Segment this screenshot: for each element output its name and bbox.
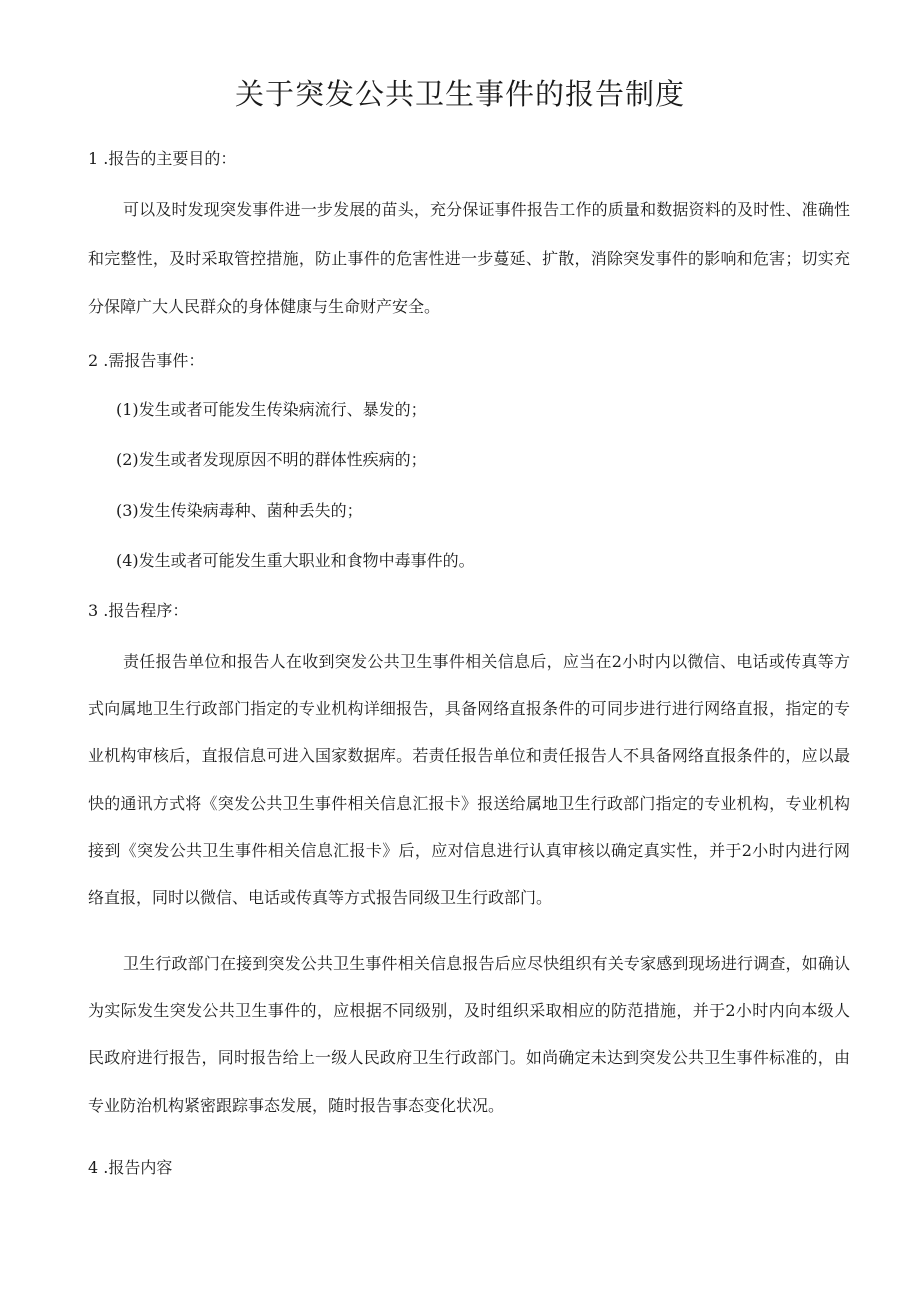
document-title: 关于突发公共卫生事件的报告制度 [234,77,685,111]
list-item: (2)发生或者发现原因不明的群体性疾病的； [116,450,427,469]
list-item: (3)发生传染病毒种、菌种丢失的； [116,501,363,520]
list-item: (4)发生或者可能发生重大职业和食物中毒事件的。 [116,551,475,570]
paragraph-procedure-2: 卫生行政部门在接到突发公共卫生事件相关信息报告后应尽快组织有关专家感到现场进行调查，如确认为实际发生突发公共卫生事件的，应根据不同级别，及时组织采取相应的防范措施，并于2小时内向本级人民政府进行报告，同时报告给上一级人民政府卫生行政部门。如尚确定未达到突发公共卫生事件标准的，由专业防治机构紧密跟踪事态发展，随时报告事态变化状况。 [88,954,850,1115]
section-heading-events: 2 .需报告事件： [88,351,205,370]
paragraph-procedure-1: 责任报告单位和报告人在收到突发公共卫生事件相关信息后，应当在2小时内以微信、电话或传真等方式向属地卫生行政部门指定的专业机构详细报告，具备网络直报条件的可同步进行进行网络直报，指定的专业机构审核后，直报信息可进入国家数据库。若责任报告单位和责任报告人不具备网络直报条件的，应以最快的通讯方式将《突发公共卫生事件相关信息汇报卡》报送给属地卫生行政部门指定的专业机构，专业机构接到《突发公共卫生事件相关信息汇报卡》后，应对信息进行认真审核以确定真实性，并于2小时内进行网络直报，同时以微信、电话或传真等方式报告同级卫生行政部门。 [88,652,850,908]
paragraph-purpose: 可以及时发现突发事件进一步发展的苗头，充分保证事件报告工作的质量和数据资料的及时性、准确性和完整性，及时采取管控措施，防止事件的危害性进一步蔓延、扩散，消除突发事件的影响和危害；切实充分保障广大人民群众的身体健康与生命财产安全。 [88,200,850,316]
section-heading-procedure: 3 .报告程序： [88,601,189,620]
section-heading-purpose: 1 .报告的主要目的： [88,149,237,168]
list-item: (1)发生或者可能发生传染病流行、暴发的； [116,400,427,419]
section-heading-content: 4 .报告内容 [88,1158,173,1177]
